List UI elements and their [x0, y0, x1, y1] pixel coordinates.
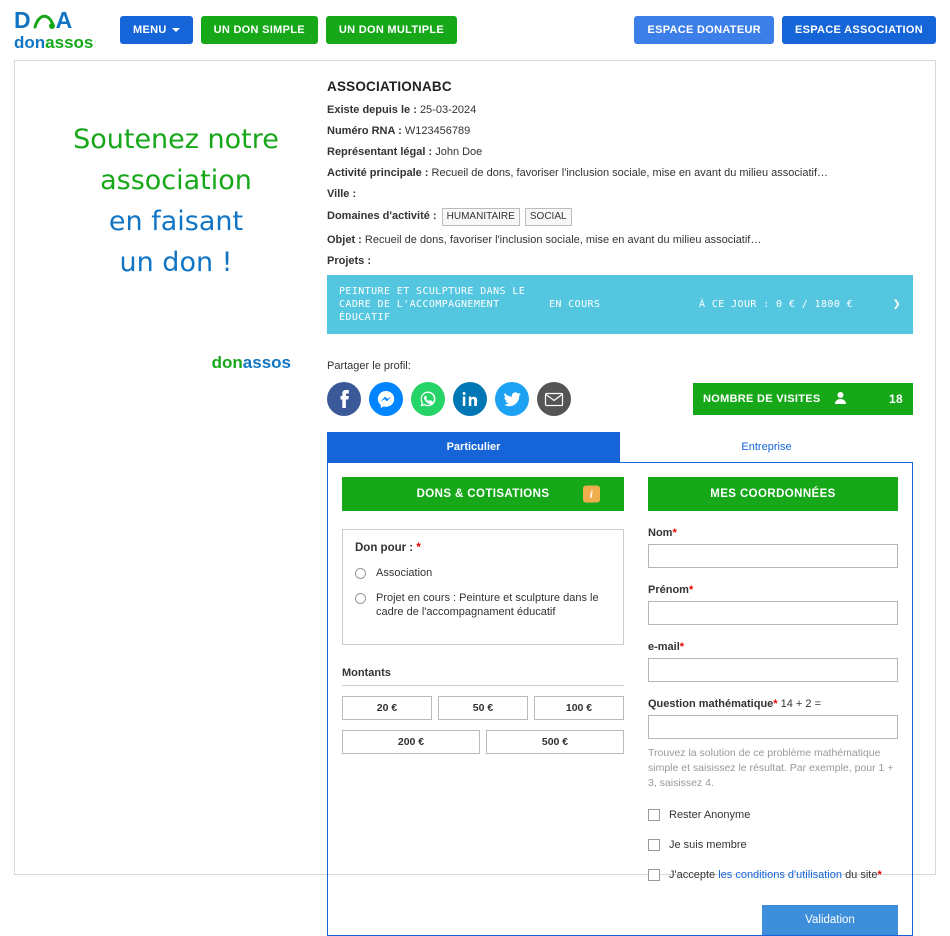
- info-projects: [327, 254, 913, 268]
- single-donation-button[interactable]: UN DON SIMPLE: [201, 16, 318, 44]
- association-space-button[interactable]: ESPACE ASSOCIATION: [782, 16, 936, 44]
- member-row[interactable]: [648, 839, 898, 851]
- logo-letter-d: D: [14, 7, 32, 33]
- amount-button-200[interactable]: 200 €: [342, 730, 480, 754]
- project-amount: À CE JOUR : 0 € / 1800 €: [699, 299, 854, 310]
- info-created: [327, 103, 913, 117]
- donation-form: [327, 463, 913, 936]
- montants-label: Montants: [342, 667, 391, 679]
- radio-option-projet[interactable]: [355, 591, 611, 619]
- logo-letter-a: A: [55, 7, 74, 33]
- slogan-line-4: un don !: [119, 247, 233, 278]
- menu-button[interactable]: [120, 16, 193, 44]
- slogan: [25, 119, 327, 283]
- required-marker: *: [416, 542, 421, 554]
- email-icon[interactable]: [537, 382, 571, 416]
- math-question: 14 + 2 =: [780, 698, 822, 710]
- person-icon: [835, 392, 846, 407]
- anonymous-row[interactable]: [648, 809, 898, 821]
- don-pour-box: [342, 529, 624, 645]
- don-pour-text: Don pour :: [355, 542, 414, 554]
- info-city-label: Ville :: [327, 188, 357, 200]
- anonymous-checkbox[interactable]: [648, 809, 660, 821]
- info-city: [327, 187, 913, 201]
- logo-top-mark: [14, 9, 73, 32]
- info-object: [327, 233, 913, 247]
- validation-button[interactable]: Validation: [762, 905, 898, 935]
- info-activity-label: Activité principale :: [327, 167, 429, 179]
- math-label: [648, 698, 898, 710]
- math-help-text: Trouvez la solution de ce problème mathématique simple et saisissez le résultat. Par exemple, pour 1 + 3, saisissez 4.: [648, 747, 894, 789]
- email-input[interactable]: [648, 658, 898, 682]
- member-checkbox[interactable]: [648, 839, 660, 851]
- terms-checkbox[interactable]: [648, 869, 660, 881]
- logo-word-don: don: [14, 33, 46, 52]
- nom-input[interactable]: [648, 544, 898, 568]
- terms-link[interactable]: les conditions d'utilisation: [718, 869, 842, 881]
- radio-option-association[interactable]: [355, 566, 611, 580]
- share-label: Partager le profil:: [327, 360, 411, 372]
- info-icon[interactable]: i: [583, 486, 600, 503]
- info-activity-value: Recueil de dons, favoriser l'inclusion sociale, mise en avant du milieu associatif…: [431, 167, 829, 179]
- tab-entreprise[interactable]: Entreprise: [620, 432, 913, 463]
- left-column: [15, 79, 327, 936]
- montants-divider: [342, 685, 624, 686]
- don-pour-label: [355, 542, 611, 554]
- share-row: [327, 382, 913, 416]
- email-label-text: e-mail: [648, 641, 680, 653]
- page-content: [15, 61, 935, 936]
- info-created-label: Existe depuis le :: [327, 104, 417, 116]
- member-label: Je suis membre: [669, 839, 747, 851]
- project-row[interactable]: [327, 275, 913, 334]
- slogan-line-3: en faisant: [108, 206, 244, 237]
- donations-panel: [342, 477, 638, 935]
- radio-projet-input[interactable]: [355, 593, 366, 604]
- amount-row-1: [342, 696, 624, 720]
- info-activity: [327, 166, 913, 180]
- prenom-label-text: Prénom: [648, 584, 689, 596]
- nom-label: [648, 527, 898, 539]
- info-created-value: 25-03-2024: [419, 104, 477, 116]
- linkedin-icon[interactable]: [453, 382, 487, 416]
- donations-section-title: DONS & COTISATIONS: [416, 488, 550, 500]
- messenger-icon[interactable]: [369, 382, 403, 416]
- domain-tag-humanitaire: HUMANITAIRE: [442, 208, 520, 226]
- whatsapp-icon[interactable]: [411, 382, 445, 416]
- info-legal-rep: [327, 145, 913, 159]
- info-object-label: Objet :: [327, 234, 362, 246]
- email-label: [648, 641, 898, 653]
- slogan-line-1: Soutenez notre: [73, 124, 279, 155]
- multiple-donation-button[interactable]: UN DON MULTIPLE: [326, 16, 457, 44]
- info-domains-label: Domaines d'activité :: [327, 210, 437, 222]
- amount-button-100[interactable]: 100 €: [534, 696, 624, 720]
- project-name: PEINTURE ET SCULPTURE DANS LE CADRE DE L'ACCOMPAGNEMENT ÉDUCATIF: [339, 286, 526, 323]
- terms-required-marker: *: [877, 869, 882, 881]
- twitter-icon[interactable]: [495, 382, 529, 416]
- math-input[interactable]: [648, 715, 898, 739]
- amount-button-20[interactable]: 20 €: [342, 696, 432, 720]
- prenom-label: [648, 584, 898, 596]
- radio-association-label: Association: [376, 567, 433, 579]
- sidebar-brand: [25, 353, 327, 373]
- validation-row: [648, 905, 898, 935]
- facebook-icon[interactable]: [327, 382, 361, 416]
- anonymous-label: Rester Anonyme: [669, 809, 751, 821]
- visits-count: 18: [889, 392, 903, 406]
- email-required-marker: *: [679, 641, 685, 653]
- slogan-line-2: association: [100, 165, 252, 196]
- logo-wordmark: [14, 34, 93, 51]
- info-legal-rep-label: Représentant légal :: [327, 146, 433, 158]
- info-rna-label: Numéro RNA :: [327, 125, 402, 137]
- sidebar-brand-don: don: [211, 353, 243, 372]
- donations-section-header: [342, 477, 624, 511]
- logo-word-assos: assos: [45, 33, 94, 52]
- radio-projet-label: Projet en cours : Peinture et sculpture dans le cadre de l'accompagnament éducatif: [376, 592, 599, 618]
- radio-association-input[interactable]: [355, 568, 366, 579]
- coordinates-section-header: MES COORDONNÉES: [648, 477, 898, 511]
- domain-tag-social: SOCIAL: [525, 208, 572, 226]
- tab-particulier[interactable]: Particulier: [327, 432, 620, 463]
- header-right-actions: [634, 16, 936, 44]
- terms-suffix: du site: [845, 869, 878, 881]
- right-column: [327, 79, 935, 936]
- donor-space-button[interactable]: ESPACE DONATEUR: [634, 16, 774, 44]
- amount-row-2: [342, 730, 624, 754]
- info-rna-value: W123456789: [404, 125, 471, 137]
- chevron-expand-icon[interactable]: ❯: [892, 297, 901, 312]
- terms-prefix: J'accepte: [669, 869, 716, 881]
- nom-label-text: Nom: [648, 527, 673, 539]
- info-object-value: Recueil de dons, favoriser l'inclusion sociale, mise en avant du milieu associatif…: [364, 234, 762, 246]
- info-domains: [327, 208, 913, 226]
- sidebar-brand-assos: assos: [242, 353, 291, 372]
- info-projects-label: Projets :: [327, 255, 372, 267]
- visits-label: NOMBRE DE VISITES: [703, 393, 821, 405]
- math-required-marker: *: [773, 698, 778, 710]
- association-title: ASSOCIATIONABC: [327, 79, 452, 94]
- site-logo[interactable]: [14, 9, 106, 51]
- site-header: [0, 0, 950, 60]
- amount-button-500[interactable]: 500 €: [486, 730, 624, 754]
- math-label-text: Question mathématique: [648, 698, 774, 710]
- audience-tabs: [327, 432, 913, 463]
- terms-row[interactable]: [648, 869, 898, 881]
- swoosh-icon: [33, 11, 55, 31]
- amount-button-50[interactable]: 50 €: [438, 696, 528, 720]
- prenom-input[interactable]: [648, 601, 898, 625]
- info-legal-rep-value: John Doe: [435, 146, 483, 158]
- prenom-required-marker: *: [688, 584, 694, 596]
- chevron-down-icon: [172, 28, 180, 32]
- coordinates-panel: [638, 477, 898, 935]
- nom-required-marker: *: [672, 527, 677, 539]
- project-status: EN COURS: [549, 299, 601, 310]
- info-rna: [327, 124, 913, 138]
- page-frame: [14, 60, 936, 926]
- visits-counter: [693, 383, 913, 415]
- menu-button-label: MENU: [133, 24, 167, 36]
